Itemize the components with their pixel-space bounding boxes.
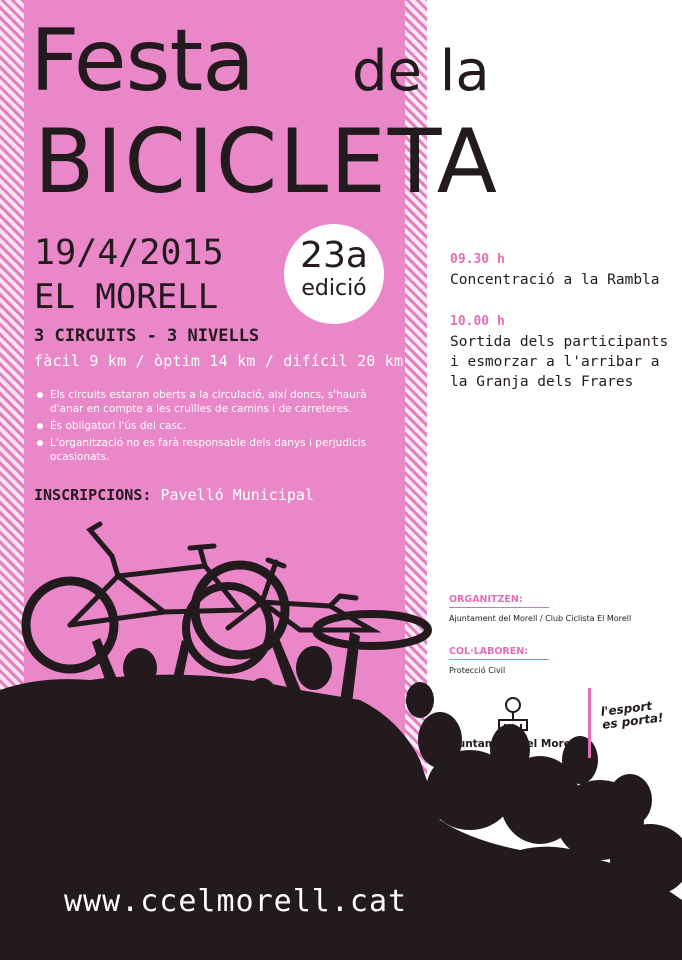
website-url: www.ccelmorell.cat xyxy=(64,884,408,919)
schedule-text: Sortida dels participants i esmorzar a l'arribar a la Granja dels Frares xyxy=(450,334,669,390)
logo-divider xyxy=(588,688,591,758)
schedule-time: 10.00 h xyxy=(450,314,505,329)
title-festa: Festa xyxy=(30,11,254,111)
note-text: És obligatori l'ús del casc. xyxy=(50,420,187,432)
collaborators-text: Protecció Civil xyxy=(449,666,506,675)
collaborators-heading: COL·LABOREN: xyxy=(449,646,528,657)
circuits-heading: 3 CIRCUITS - 3 NIVELLS xyxy=(34,326,260,346)
edition-label: edició xyxy=(301,276,367,301)
title-de-la: de la xyxy=(352,39,490,104)
event-date: 19/4/2015 xyxy=(34,233,224,273)
divider xyxy=(449,659,549,660)
note-text: L'organització no es farà responsable dels danys i perjudicis ocasionats. xyxy=(50,437,367,463)
circuit-levels: fàcil 9 km / òptim 14 km / difícil 20 km xyxy=(34,352,404,370)
registration-label: INSCRIPCIONS: xyxy=(34,486,152,504)
title-bicicleta: BICICLETA xyxy=(34,110,499,213)
town-hall-icon xyxy=(493,694,533,734)
divider xyxy=(449,607,549,608)
town-hall-logo xyxy=(448,694,578,738)
event-place: EL MORELL xyxy=(34,277,219,317)
organizers-heading: ORGANITZEN: xyxy=(449,594,523,605)
schedule-text: Concentració a la Rambla xyxy=(450,272,660,288)
town-hall-name: Ajuntament del Morell xyxy=(446,738,579,750)
edition-number: 23a xyxy=(300,235,368,276)
note-text: Els circuits estaran oberts a la circulació, així doncs, s'haurà d'anar en compte a les cruïlles de camins i de carreteres. xyxy=(50,389,367,415)
organizers-text: Ajuntament del Morell / Club Ciclista El Morell xyxy=(449,614,632,623)
registration-value: Pavelló Municipal xyxy=(160,486,314,504)
slogan-logo: l'esport es porta! xyxy=(599,698,665,732)
schedule-time: 09.30 h xyxy=(450,252,505,267)
